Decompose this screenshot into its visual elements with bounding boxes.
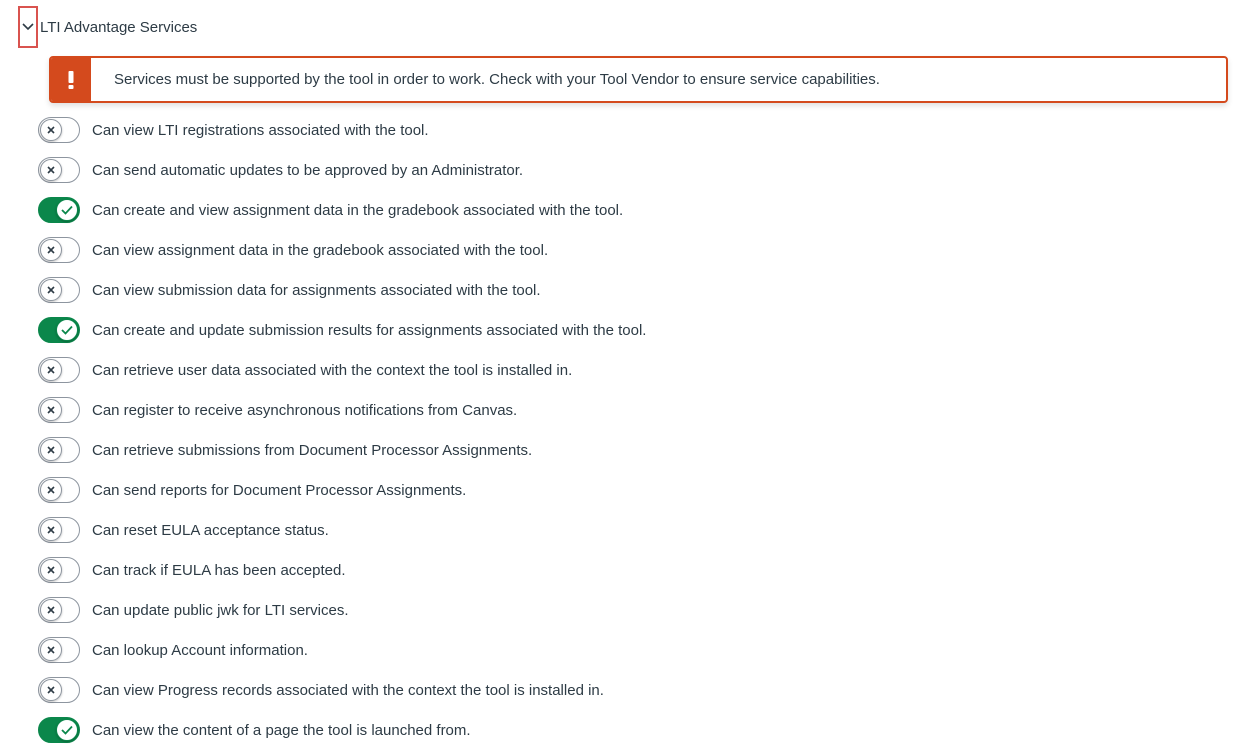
- services-list: [38, 110, 1228, 750]
- service-toggle[interactable]: [38, 437, 80, 463]
- x-icon: [40, 119, 62, 141]
- check-icon: [56, 199, 78, 221]
- service-row: [38, 630, 1228, 670]
- service-label: Can retrieve user data associated with the context the tool is installed in.: [92, 361, 573, 379]
- service-label: Can view submission data for assignments associated with the tool.: [92, 281, 541, 299]
- service-label: Can view Progress records associated with the context the tool is installed in.: [92, 681, 604, 699]
- x-icon: [40, 279, 62, 301]
- service-row: [38, 110, 1228, 150]
- service-toggle[interactable]: [38, 157, 80, 183]
- service-label: Can view the content of a page the tool is launched from.: [92, 721, 471, 739]
- collapse-toggle-button[interactable]: [18, 6, 38, 48]
- check-icon: [56, 319, 78, 341]
- service-row: [38, 710, 1228, 750]
- x-icon: [40, 519, 62, 541]
- x-icon: [40, 399, 62, 421]
- service-toggle[interactable]: [38, 397, 80, 423]
- x-icon: [40, 239, 62, 261]
- service-row: [38, 510, 1228, 550]
- service-row: [38, 590, 1228, 630]
- service-label: Can create and view assignment data in the gradebook associated with the tool.: [92, 201, 624, 219]
- service-toggle[interactable]: [38, 717, 80, 743]
- x-icon: [40, 479, 62, 501]
- check-icon: [56, 719, 78, 741]
- service-toggle[interactable]: [38, 677, 80, 703]
- x-icon: [40, 679, 62, 701]
- x-icon: [40, 439, 62, 461]
- service-row: [38, 150, 1228, 190]
- service-row: [38, 670, 1228, 710]
- service-toggle[interactable]: [38, 117, 80, 143]
- service-row: [38, 350, 1228, 390]
- x-icon: [40, 559, 62, 581]
- service-toggle[interactable]: [38, 477, 80, 503]
- service-toggle[interactable]: [38, 317, 80, 343]
- service-label: Can retrieve submissions from Document Processor Assignments.: [92, 441, 533, 459]
- service-toggle[interactable]: [38, 277, 80, 303]
- service-label: Can view LTI registrations associated with the tool.: [92, 121, 429, 139]
- service-toggle[interactable]: [38, 557, 80, 583]
- x-icon: [40, 359, 62, 381]
- warning-icon: [51, 58, 91, 101]
- service-toggle[interactable]: [38, 197, 80, 223]
- service-row: [38, 390, 1228, 430]
- service-row: [38, 310, 1228, 350]
- service-toggle[interactable]: [38, 517, 80, 543]
- service-row: [38, 470, 1228, 510]
- service-label: Can lookup Account information.: [92, 641, 308, 659]
- section-header: [18, 4, 197, 50]
- section-title: LTI Advantage Services: [40, 18, 198, 36]
- service-toggle[interactable]: [38, 597, 80, 623]
- service-label: Can register to receive asynchronous notifications from Canvas.: [92, 401, 518, 419]
- service-row: [38, 550, 1228, 590]
- service-row: [38, 430, 1228, 470]
- service-label: Can send reports for Document Processor Assignments.: [92, 481, 467, 499]
- service-label: Can reset EULA acceptance status.: [92, 521, 329, 539]
- service-warning-alert: [49, 56, 1228, 103]
- chevron-down-icon: [22, 23, 34, 31]
- service-toggle[interactable]: [38, 357, 80, 383]
- alert-message: Services must be supported by the tool in order to work. Check with your Tool Vendor to ensure service capabilities.: [114, 71, 880, 88]
- service-label: Can track if EULA has been accepted.: [92, 561, 346, 579]
- service-label: Can view assignment data in the gradebook associated with the tool.: [92, 241, 549, 259]
- service-label: Can update public jwk for LTI services.: [92, 601, 349, 619]
- service-label: Can create and update submission results for assignments associated with the tool.: [92, 321, 647, 339]
- service-row: [38, 270, 1228, 310]
- service-toggle[interactable]: [38, 237, 80, 263]
- service-row: [38, 230, 1228, 270]
- x-icon: [40, 599, 62, 621]
- service-toggle[interactable]: [38, 637, 80, 663]
- x-icon: [40, 159, 62, 181]
- service-row: [38, 190, 1228, 230]
- x-icon: [40, 639, 62, 661]
- service-label: Can send automatic updates to be approved by an Administrator.: [92, 161, 524, 179]
